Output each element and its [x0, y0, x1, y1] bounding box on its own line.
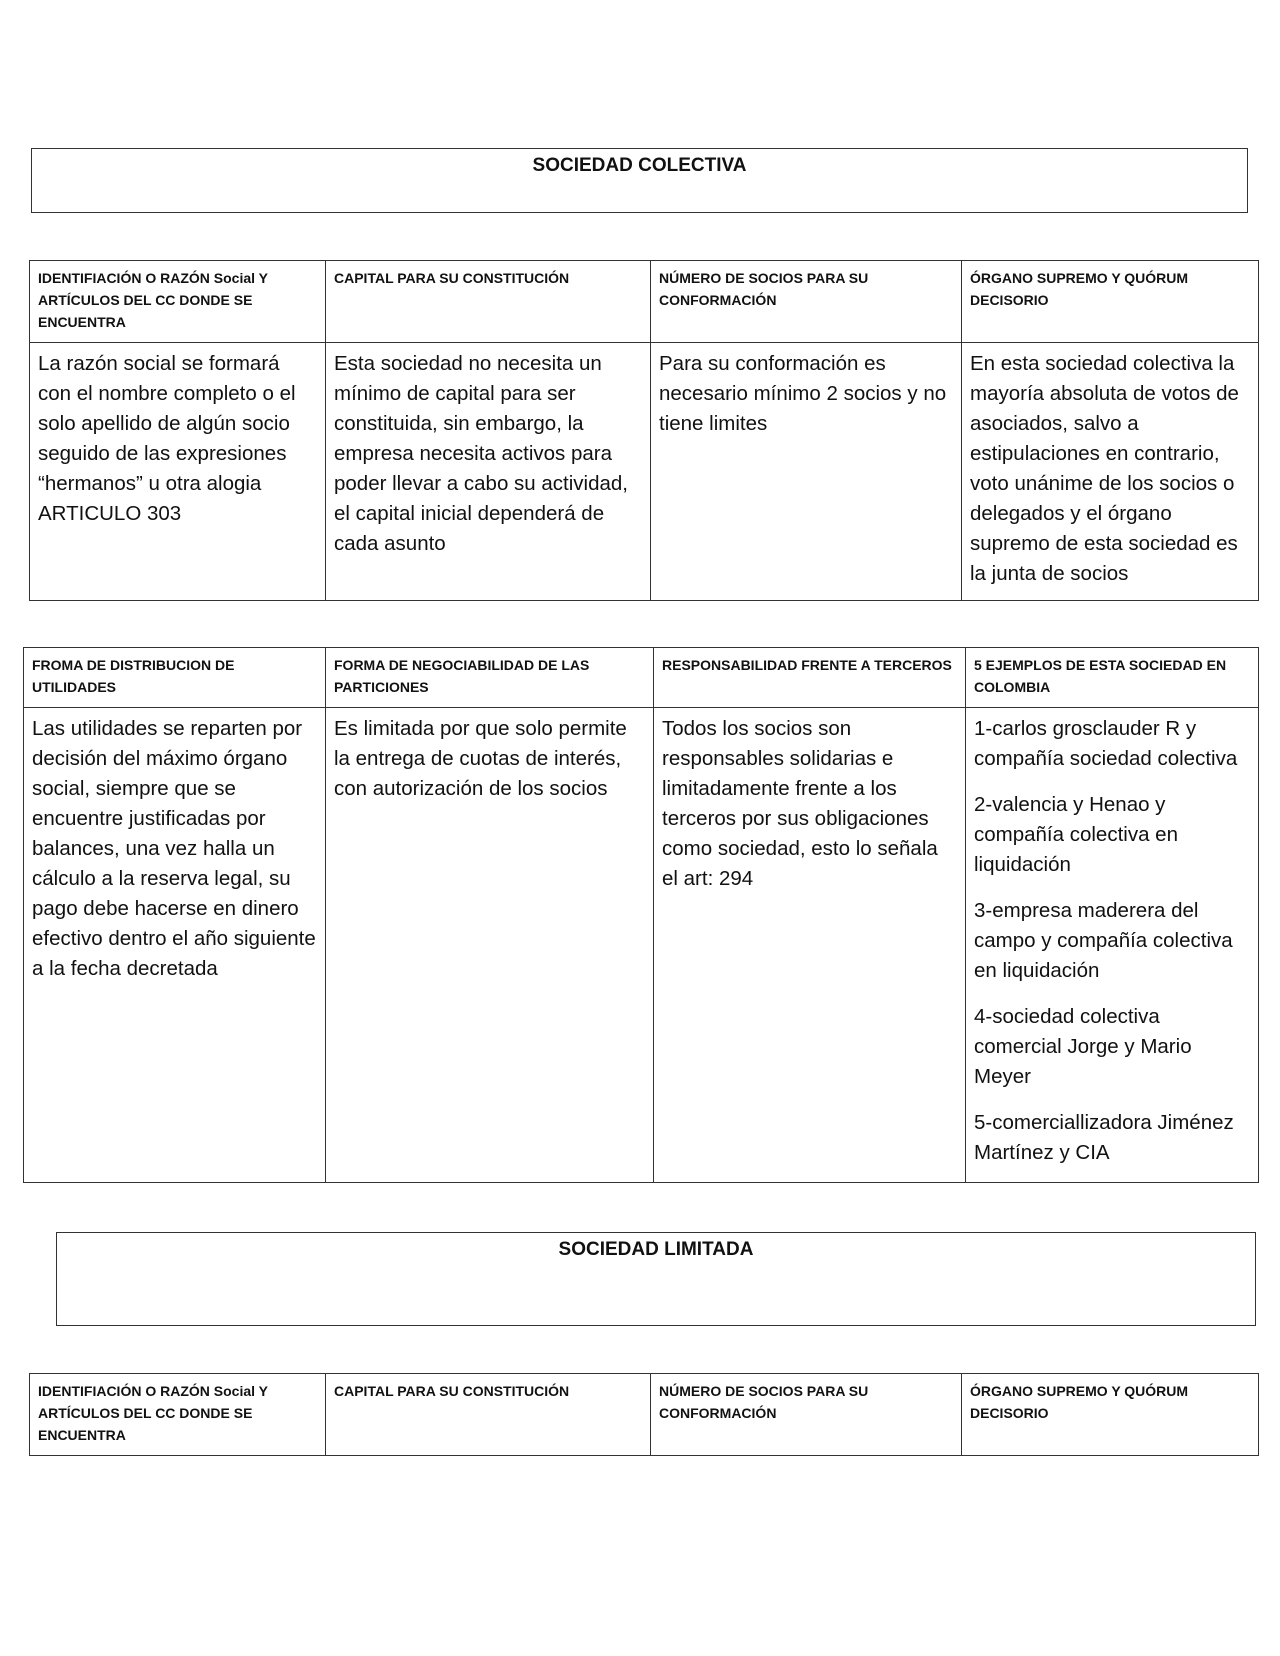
cell-responsabilidad: Todos los socios son responsables solidarias e limitadamente frente a los terceros por sus obligaciones como sociedad, esto lo señala el art: 294: [654, 708, 966, 1183]
header-numero-socios: NÚMERO DE SOCIOS PARA SU CONFORMACIÓN: [651, 261, 962, 343]
cell-organo-supremo: En esta sociedad colectiva la mayoría absoluta de votos de asociados, salvo a estipulaciones en contrario, voto unánime de los socios o delegados y el órgano supremo de esta sociedad es la junta de socios: [962, 343, 1259, 601]
header-capital: CAPITAL PARA SU CONSTITUCIÓN: [326, 261, 651, 343]
header-capital: CAPITAL PARA SU CONSTITUCIÓN: [326, 1374, 651, 1456]
example-item: 3-empresa maderera del campo y compañía colectiva en liquidación: [974, 899, 1233, 982]
example-item: 5-comerciallizadora Jiménez Martínez y CIA: [974, 1111, 1234, 1164]
example-item: 4-sociedad colectiva comercial Jorge y Mario Meyer: [974, 1005, 1192, 1088]
cell-negociabilidad: Es limitada por que solo permite la entrega de cuotas de interés, con autorización de los socios: [326, 708, 654, 1183]
example-item: 2-valencia y Henao y compañía colectiva en liquidación: [974, 793, 1178, 876]
table-colectiva-part2: [23, 647, 1259, 1183]
header-responsabilidad: RESPONSABILIDAD FRENTE A TERCEROS: [654, 648, 966, 708]
header-organo-supremo: ÓRGANO SUPREMO Y QUÓRUM DECISORIO: [962, 261, 1259, 343]
header-negociabilidad: FORMA DE NEGOCIABILIDAD DE LAS PARTICIONES: [326, 648, 654, 708]
cell-identificacion: La razón social se formará con el nombre completo o el solo apellido de algún socio seguido de las expresiones “hermanos” u otra alogia ARTICULO 303: [30, 343, 326, 601]
cell-distribucion-utilidades: Las utilidades se reparten por decisión del máximo órgano social, siempre que se encuentre justificadas por balances, una vez halla un cálculo a la reserva legal, su pago debe hacerse en dinero efectivo dentro el año siguiente a la fecha decretada: [24, 708, 326, 1183]
header-organo-supremo: ÓRGANO SUPREMO Y QUÓRUM DECISORIO: [962, 1374, 1259, 1456]
section-title-limitada: SOCIEDAD LIMITADA: [56, 1232, 1256, 1326]
example-item: 1-carlos grosclauder R y compañía sociedad colectiva: [974, 717, 1238, 770]
header-ejemplos: 5 EJEMPLOS DE ESTA SOCIEDAD EN COLOMBIA: [966, 648, 1259, 708]
header-numero-socios: NÚMERO DE SOCIOS PARA SU CONFORMACIÓN: [651, 1374, 962, 1456]
cell-ejemplos: [966, 708, 1259, 1183]
cell-capital: Esta sociedad no necesita un mínimo de capital para ser constituida, sin embargo, la empresa necesita activos para poder llevar a cabo su actividad, el capital inicial dependerá de cada asunto: [326, 343, 651, 601]
table-colectiva-part1: [29, 260, 1259, 601]
cell-numero-socios: Para su conformación es necesario mínimo 2 socios y no tiene limites: [651, 343, 962, 601]
header-identificacion: IDENTIFIACIÓN O RAZÓN Social Y ARTÍCULOS DEL CC DONDE SE ENCUENTRA: [30, 261, 326, 343]
table-limitada-part1: [29, 1373, 1259, 1456]
header-identificacion: IDENTIFIACIÓN O RAZÓN Social Y ARTÍCULOS DEL CC DONDE SE ENCUENTRA: [30, 1374, 326, 1456]
header-distribucion-utilidades: FROMA DE DISTRIBUCION DE UTILIDADES: [24, 648, 326, 708]
section-title-colectiva: SOCIEDAD COLECTIVA: [31, 148, 1248, 213]
